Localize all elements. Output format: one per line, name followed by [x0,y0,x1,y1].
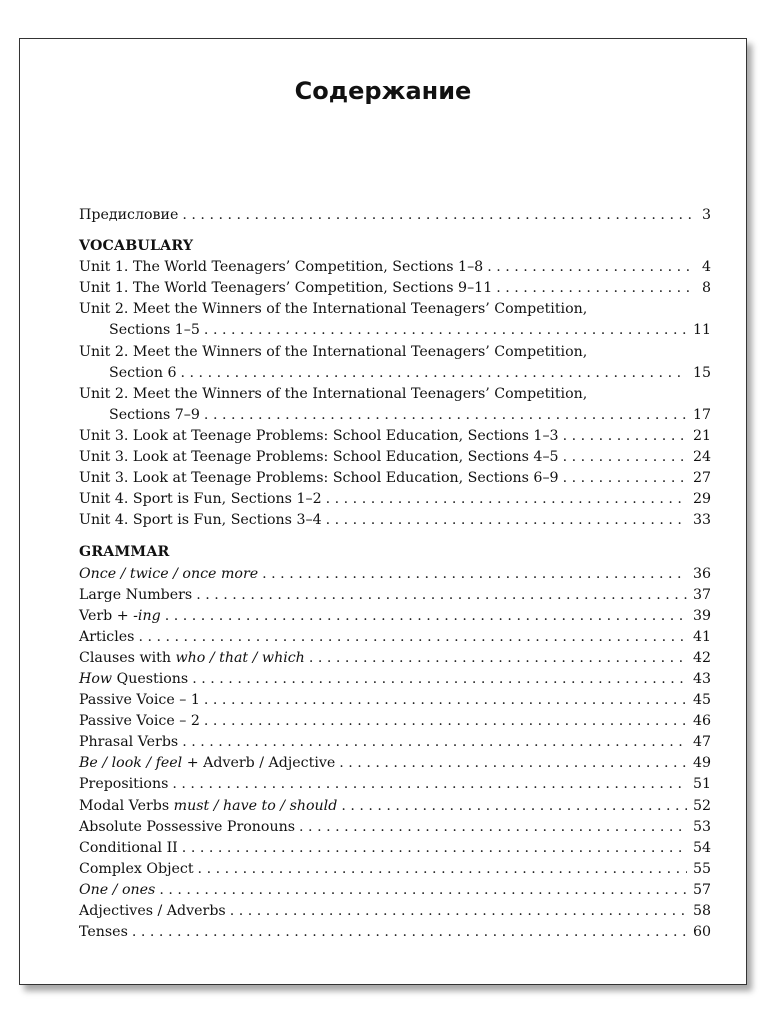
toc-entry-label: Phrasal Verbs [79,734,179,751]
dot-leader [204,711,687,732]
dot-leader [326,510,687,531]
toc-entry-label: Adjectives / Adverbs [79,903,226,919]
toc-entry [79,648,711,669]
toc-entry-preface [79,205,711,226]
dot-leader [181,363,687,384]
toc-page-number: 46 [692,713,711,730]
toc-entry-label: Large Numbers [79,586,193,603]
toc-entry-first-line: Unit 2. Meet the Winners of the International Teenagers’ Competition, [79,385,588,402]
toc-entry [79,606,711,627]
toc-entry-label: Unit 1. The World Teenagers’ Competition, Sections 1–8 [79,259,484,276]
toc-entry [79,564,711,585]
dot-leader [204,690,687,711]
dot-leader [563,468,687,489]
toc-entry-label: Verb + -ing [79,607,161,624]
toc-page-number: 45 [692,692,711,709]
dot-leader [138,627,687,648]
dot-leader [198,859,687,880]
toc-entry-label: Unit 3. Look at Teenage Problems: School Education, Sections 4–5 [79,449,559,466]
toc-page-number: 58 [692,903,711,919]
toc-entry [79,585,711,606]
toc-page-number: 57 [692,881,711,898]
toc-page-number: 21 [692,427,711,444]
toc-entry [79,838,711,859]
document-page [19,38,747,985]
toc-page-number: 3 [701,207,711,223]
toc-entry-label: Unit 3. Look at Teenage Problems: School Education, Sections 6–9 [79,470,559,487]
toc-entry [79,489,711,510]
toc-page-number: 8 [701,280,711,297]
toc-page-number: 52 [692,797,711,814]
dot-leader [230,901,687,922]
toc-entry-label: Clauses with who / that / which [79,649,305,666]
toc-page-number: 53 [692,818,711,835]
toc-entry-label: Tenses [79,924,128,941]
toc-entry-first-line: Unit 2. Meet the Winners of the International Teenagers’ Competition, [79,343,588,360]
toc-entry [79,880,711,901]
toc-page-number: 33 [692,512,711,529]
toc-entry-label: Unit 4. Sport is Fun, Sections 3–4 [79,512,322,529]
dot-leader [196,585,687,606]
toc-entry [79,405,711,426]
toc-entry-label: Prepositions [79,776,169,793]
toc-entry [79,690,711,711]
toc-entry-label: One / ones [79,881,156,898]
toc-entry [79,817,711,838]
toc-page-number: 54 [692,839,711,856]
dot-leader [563,426,687,447]
section-heading-vocabulary: VOCABULARY [79,238,194,255]
toc-entry-label: Unit 3. Look at Teenage Problems: School Education, Sections 1–3 [79,427,559,444]
toc-entry [79,363,711,384]
toc-page-number: 42 [692,649,711,666]
page-title: Содержание [294,77,472,105]
toc-page-number: 47 [692,734,711,751]
toc-entry-label: Conditional II [79,839,178,856]
toc-entry [79,320,711,341]
toc-entry-label: Articles [79,628,135,645]
toc-entry-label: Passive Voice – 2 [79,713,200,730]
toc-entry-label: Complex Object [79,860,194,877]
dot-leader [159,880,687,901]
toc-entry-label: How Questions [79,670,189,687]
section-heading-grammar: GRAMMAR [79,544,170,561]
dot-leader [299,817,687,838]
toc-page-number: 36 [692,565,711,582]
toc-entry-label: Sections 1–5 [109,322,200,339]
toc-entry [79,510,711,531]
toc-page-number: 37 [692,586,711,603]
toc-entry-label: Once / twice / once more [79,565,259,582]
dot-leader [204,320,687,341]
toc-entry-label: Sections 7–9 [109,406,200,423]
toc-entry [79,922,711,943]
toc-page-number: 49 [692,755,711,772]
toc-entry [79,468,711,489]
toc-page-number: 29 [692,491,711,508]
toc-entry-label: Absolute Possessive Pronouns [79,818,296,835]
toc-page-number: 15 [692,364,711,381]
dot-leader [172,774,687,795]
toc-entry-label: Modal Verbs must / have to / should [79,797,338,814]
dot-leader [182,732,687,753]
dot-leader [182,838,687,859]
dot-leader [165,606,687,627]
dot-leader [309,648,687,669]
toc-page-number: 39 [692,607,711,624]
toc-entry [79,732,711,753]
dot-leader [132,922,687,943]
toc-page-number: 4 [701,259,711,276]
toc-entry-label: Be / look / feel + Adverb / Adjective [79,755,336,772]
dot-leader [341,796,687,817]
toc-page-number: 24 [692,449,711,466]
toc-entry [79,627,711,648]
toc-entry [79,711,711,732]
toc-page-number: 17 [692,406,711,423]
toc-entry-label: Unit 1. The World Teenagers’ Competition, Sections 9–11 [79,280,493,297]
toc-page-number: 60 [692,924,711,941]
toc-entry [79,901,711,922]
toc-entry [79,426,711,447]
dot-leader [563,447,687,468]
dot-leader [204,405,687,426]
toc-entry [79,859,711,880]
toc-page-number: 51 [692,776,711,793]
toc-entry-label: Section 6 [109,364,177,381]
toc-entry [79,257,711,278]
dot-leader [339,753,687,774]
toc-entry-label: Предисловие [79,207,179,223]
dot-leader [262,564,687,585]
toc-page-number: 55 [692,860,711,877]
toc-entry-label: Passive Voice – 1 [79,692,200,709]
dot-leader [326,489,687,510]
dot-leader [182,205,696,226]
toc-page-number: 43 [692,670,711,687]
toc-entry [79,447,711,468]
toc-page-number: 41 [692,628,711,645]
dot-leader [487,257,696,278]
dot-leader [192,669,687,690]
toc-entry [79,796,711,817]
toc-entry [79,669,711,690]
dot-leader [496,278,696,299]
table-of-contents [79,205,711,943]
toc-entry [79,774,711,795]
toc-page-number: 27 [692,470,711,487]
toc-entry-first-line: Unit 2. Meet the Winners of the International Teenagers’ Competition, [79,301,588,318]
toc-entry-label: Unit 4. Sport is Fun, Sections 1–2 [79,491,322,508]
toc-page-number: 11 [692,322,711,339]
toc-entry [79,753,711,774]
toc-entry [79,278,711,299]
